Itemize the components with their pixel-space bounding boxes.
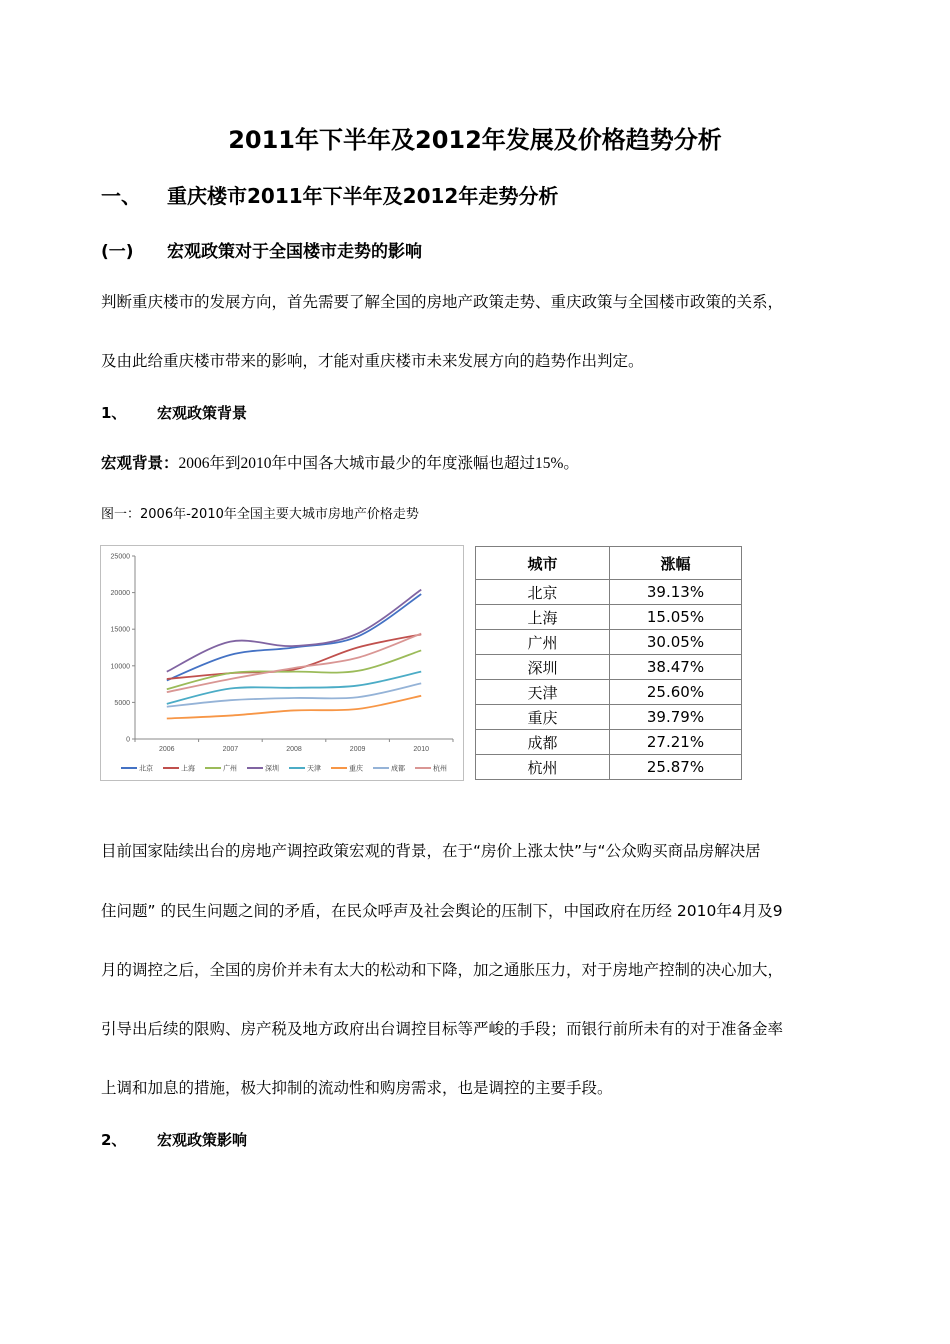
header-growth: 涨幅	[610, 547, 742, 580]
y-tick-label: 5000	[114, 699, 130, 707]
legend-label: 成都	[391, 764, 405, 773]
background-paragraph	[101, 451, 579, 473]
item-heading: 宏观政策影响	[157, 1131, 248, 1149]
figure-caption: 图一：2006年-2010年全国主要大城市房地产价格走势	[101, 507, 419, 522]
y-tick-label: 15000	[110, 626, 130, 634]
table-row	[476, 680, 742, 705]
growth-cell: 15.05%	[610, 605, 742, 630]
legend-label: 杭州	[433, 764, 447, 773]
item-number: 2、	[101, 1131, 127, 1149]
series-line-5	[167, 696, 421, 719]
city-cell: 深圳	[476, 655, 610, 680]
y-tick-label: 0	[126, 736, 130, 744]
body-line-4: 引导出后续的限购、房产税及地方政府出台调控目标等严峻的手段；而银行前所未有的对于准备金率	[101, 1020, 784, 1038]
table-row	[476, 630, 742, 655]
legend-label: 重庆	[349, 764, 363, 773]
y-tick-label: 10000	[110, 663, 130, 671]
x-tick-label: 2006	[159, 746, 175, 753]
city-cell: 上海	[476, 605, 610, 630]
subsection-heading: 宏观政策对于全国楼市走势的影响	[167, 242, 422, 262]
legend-label: 广州	[223, 764, 237, 773]
body-line-2: 住问题” 的民生问题之间的矛盾，在民众呼声及社会舆论的压制下，中国政府在历经 2010年4月及9	[101, 902, 783, 920]
header-city: 城市	[476, 547, 610, 580]
city-cell: 广州	[476, 630, 610, 655]
background-label: 宏观背景：	[101, 454, 179, 472]
series-line-3	[167, 590, 421, 672]
city-cell: 杭州	[476, 755, 610, 780]
growth-cell: 30.05%	[610, 630, 742, 655]
body-line-5: 上调和加息的措施，极大抑制的流动性和购房需求，也是调控的主要手段。	[101, 1079, 613, 1097]
table-row	[476, 655, 742, 680]
body-line-1: 目前国家陆续出台的房地产调控政策宏观的背景，在于“房价上涨太快”与“公众购买商品房解决居	[101, 842, 761, 860]
city-cell: 天津	[476, 680, 610, 705]
item-number: 1、	[101, 404, 127, 422]
intro-line-1: 判断重庆楼市的发展方向，首先需要了解全国的房地产政策走势、重庆政策与全国楼市政策的关系，	[101, 293, 784, 311]
subsection-number: (一)	[101, 242, 134, 262]
section-heading: 重庆楼市2011年下半年及2012年走势分析	[167, 184, 559, 208]
city-cell: 成都	[476, 730, 610, 755]
y-tick-label: 25000	[110, 553, 130, 561]
table-row	[476, 755, 742, 780]
growth-cell: 39.13%	[610, 580, 742, 605]
city-cell: 北京	[476, 580, 610, 605]
growth-cell: 38.47%	[610, 655, 742, 680]
growth-cell: 27.21%	[610, 730, 742, 755]
legend-label: 上海	[181, 764, 195, 773]
chart-canvas	[101, 546, 463, 780]
table-row	[476, 580, 742, 605]
table-row	[476, 605, 742, 630]
item-heading: 宏观政策背景	[157, 404, 248, 422]
y-tick-label: 20000	[110, 590, 130, 598]
price-trend-chart	[100, 545, 464, 781]
series-line-4	[167, 672, 421, 704]
x-tick-label: 2010	[413, 746, 429, 753]
growth-cell: 39.79%	[610, 705, 742, 730]
growth-cell: 25.60%	[610, 680, 742, 705]
legend-label: 深圳	[265, 764, 279, 773]
city-cell: 重庆	[476, 705, 610, 730]
body-line-3: 月的调控之后，全国的房价并未有太大的松动和下降，加之通胀压力，对于房地产控制的决心加大，	[101, 961, 784, 979]
x-tick-label: 2009	[349, 746, 366, 753]
growth-table	[475, 546, 742, 780]
table-header-row	[476, 547, 742, 580]
growth-cell: 25.87%	[610, 755, 742, 780]
table-row	[476, 730, 742, 755]
intro-line-2: 及由此给重庆楼市带来的影响，才能对重庆楼市未来发展方向的趋势作出判定。	[101, 352, 644, 370]
x-tick-label: 2007	[222, 746, 239, 753]
section-number: 一、	[101, 184, 141, 208]
document-title: 2011年下半年及2012年发展及价格趋势分析	[228, 126, 722, 154]
legend-label: 天津	[307, 764, 321, 773]
background-text: 2006年到2010年中国各大城市最少的年度涨幅也超过15%。	[178, 455, 579, 472]
x-tick-label: 2008	[286, 746, 302, 753]
table-row	[476, 705, 742, 730]
legend-label: 北京	[139, 764, 153, 773]
